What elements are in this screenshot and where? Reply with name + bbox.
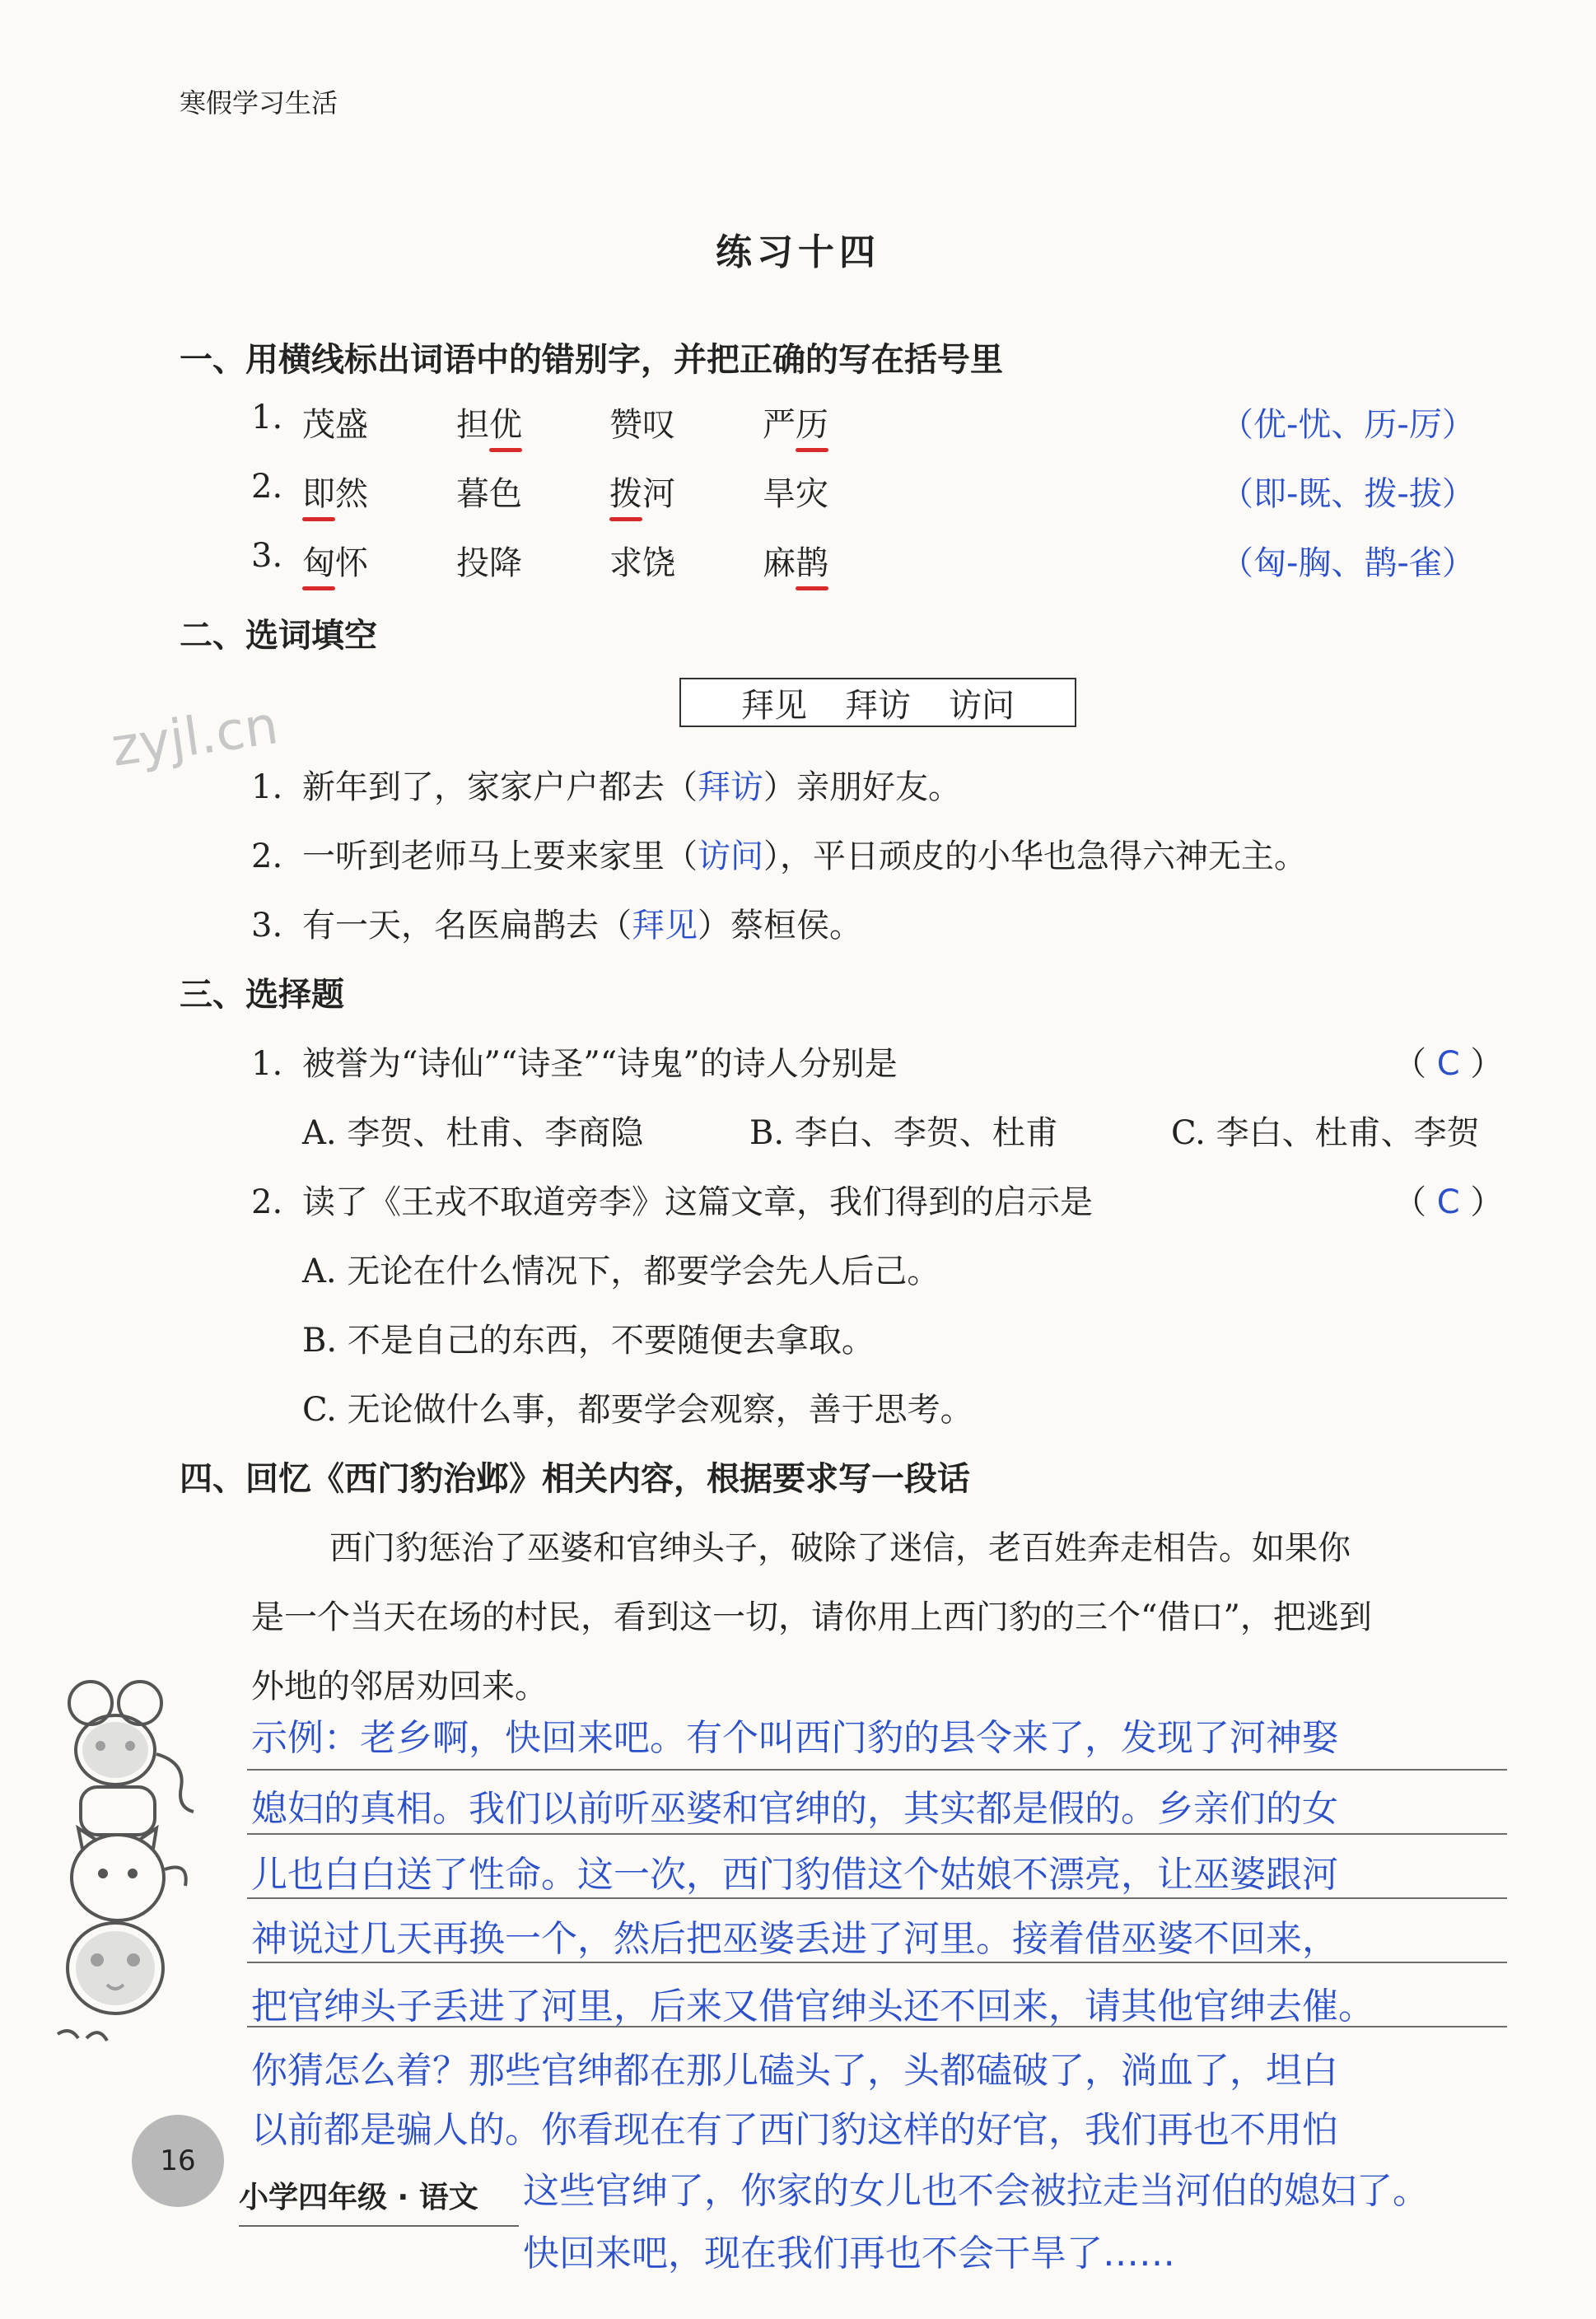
word-option: 拜访	[845, 686, 911, 725]
row2-answer: （即-既、拨-拔）	[1220, 475, 1475, 513]
row1-word2: 担优	[456, 399, 522, 446]
q1-option-c: C. 李白、杜甫、李贺	[1171, 1114, 1480, 1152]
answer-line-1: 示例：老乡啊，快回来吧。有个叫西门豹的县令来了，发现了河神娶	[251, 1717, 1338, 1759]
row3-word1: 匈怀	[302, 537, 368, 584]
q2-option-a: A. 无论在什么情况下，都要学会先人后己。	[302, 1253, 940, 1290]
section2-item-2: 2. 一听到老师马上要来家里（访问），平日顽皮的小华也急得六神无主。	[251, 838, 1307, 875]
q1-option-a: A. 李贺、杜甫、李商隐	[302, 1114, 644, 1152]
q2-option-b: B. 不是自己的东西，不要随便去拿取。	[302, 1322, 875, 1360]
wrong-char-underline: 拨	[609, 468, 642, 515]
row2-word1: 即然	[302, 468, 368, 515]
section3-heading: 三、选择题	[180, 975, 344, 1014]
row2-word3: 拨河	[609, 468, 675, 515]
fill-answer: 拜访	[698, 768, 763, 806]
page-title: 练习十四	[716, 231, 880, 273]
answer-line-9: 快回来吧，现在我们再也不会干旱了……	[523, 2233, 1175, 2275]
row1-answer: （优-忧、历-厉）	[1220, 406, 1475, 444]
row3-num: 3.	[251, 537, 283, 575]
row3-word4: 麻鹊	[763, 537, 828, 584]
writing-line	[247, 1769, 1507, 1771]
row3-answer: （匈-胸、鹊-雀）	[1220, 544, 1475, 582]
section2-heading: 二、选词填空	[180, 616, 377, 655]
row3-word2: 投降	[456, 544, 522, 582]
fill-answer: 拜见	[632, 907, 698, 945]
writing-line	[247, 1962, 1507, 1963]
row2-word4: 旱灾	[763, 475, 828, 513]
row2-num: 2.	[251, 468, 283, 506]
stacked-animals-illustration	[33, 1663, 198, 2075]
row2-word2: 暮色	[456, 475, 522, 513]
writing-line	[247, 1833, 1507, 1835]
wrong-char-underline: 匈	[302, 537, 335, 584]
q1-option-b: B. 李白、李贺、杜甫	[749, 1114, 1058, 1152]
writing-line	[247, 1897, 1507, 1899]
word-choice-box	[679, 678, 1076, 727]
section2-item-3: 3. 有一天，名医扁鹊去（拜见）蔡桓侯。	[251, 907, 862, 945]
answer-line-3: 儿也白白送了性命。这一次，西门豹借这个姑娘不漂亮，让巫婆跟河	[251, 1854, 1338, 1896]
prompt-line-3: 外地的邻居劝回来。	[251, 1668, 548, 1705]
wrong-char-underline: 鹊	[796, 537, 828, 584]
q2-stem: 2. 读了《王戎不取道旁李》这篇文章，我们得到的启示是	[251, 1183, 1093, 1221]
wrong-char-underline: 即	[302, 468, 335, 515]
page-number: 16	[132, 2115, 224, 2207]
row1-word3: 赞叹	[609, 406, 675, 444]
q1-answer: C	[1436, 1045, 1460, 1083]
answer-line-5: 把官绅头子丢进了河里，后来又借官绅头还不回来，请其他官绅去催。	[251, 1985, 1374, 2027]
prompt-line-2: 是一个当天在场的村民，看到这一切，请你用上西门豹的三个“借口”，把逃到	[251, 1598, 1372, 1636]
row1-word1: 茂盛	[302, 406, 368, 444]
q2-answer: C	[1436, 1183, 1460, 1221]
wrong-char-underline: 优	[489, 399, 522, 446]
word-option: 访问	[949, 686, 1015, 725]
running-head: 寒假学习生活	[180, 87, 338, 119]
answer-line-7: 以前都是骗人的。你看现在有了西门豹这样的好官，我们再也不用怕	[251, 2109, 1338, 2151]
word-option: 拜见	[741, 686, 807, 725]
section4-heading: 四、回忆《西门豹治邺》相关内容，根据要求写一段话	[180, 1459, 970, 1498]
q2-option-c: C. 无论做什么事，都要学会观察，善于思考。	[302, 1391, 973, 1429]
answer-line-4: 神说过几天再换一个，然后把巫婆丢进了河里。接着借巫婆不回来，	[251, 1918, 1338, 1960]
grade-subject: 小学四年级 · 语文	[239, 2181, 478, 2214]
answer-line-2: 媳妇的真相。我们以前听巫婆和官绅的，其实都是假的。乡亲们的女	[251, 1788, 1338, 1830]
section2-item-1: 1. 新年到了，家家户户都去（拜访）亲朋好友。	[251, 768, 961, 806]
q1-stem: 1. 被誉为“诗仙”“诗圣”“诗鬼”的诗人分别是	[251, 1045, 898, 1083]
fill-answer: 访问	[698, 838, 763, 875]
wrong-char-underline: 历	[796, 399, 828, 446]
prompt-line-1: 西门豹惩治了巫婆和官绅头子，破除了迷信，老百姓奔走相告。如果你	[329, 1529, 1351, 1567]
answer-line-8: 这些官绅了，你家的女儿也不会被拉走当河伯的媳妇了。	[523, 2170, 1429, 2212]
watermark: zyjl.cn	[107, 695, 282, 779]
q1-answer-bracket: （ C ）	[1393, 1045, 1504, 1083]
footer-rule	[239, 2225, 519, 2227]
row1-num: 1.	[251, 399, 283, 436]
row3-word3: 求饶	[609, 544, 675, 582]
section1-heading: 一、用横线标出词语中的错别字，并把正确的写在括号里	[180, 340, 1003, 379]
row1-word4: 严历	[763, 399, 828, 446]
q2-answer-bracket: （ C ）	[1393, 1183, 1504, 1221]
answer-line-6: 你猜怎么着？那些官绅都在那儿磕头了，头都磕破了，淌血了，坦白	[251, 2050, 1338, 2092]
